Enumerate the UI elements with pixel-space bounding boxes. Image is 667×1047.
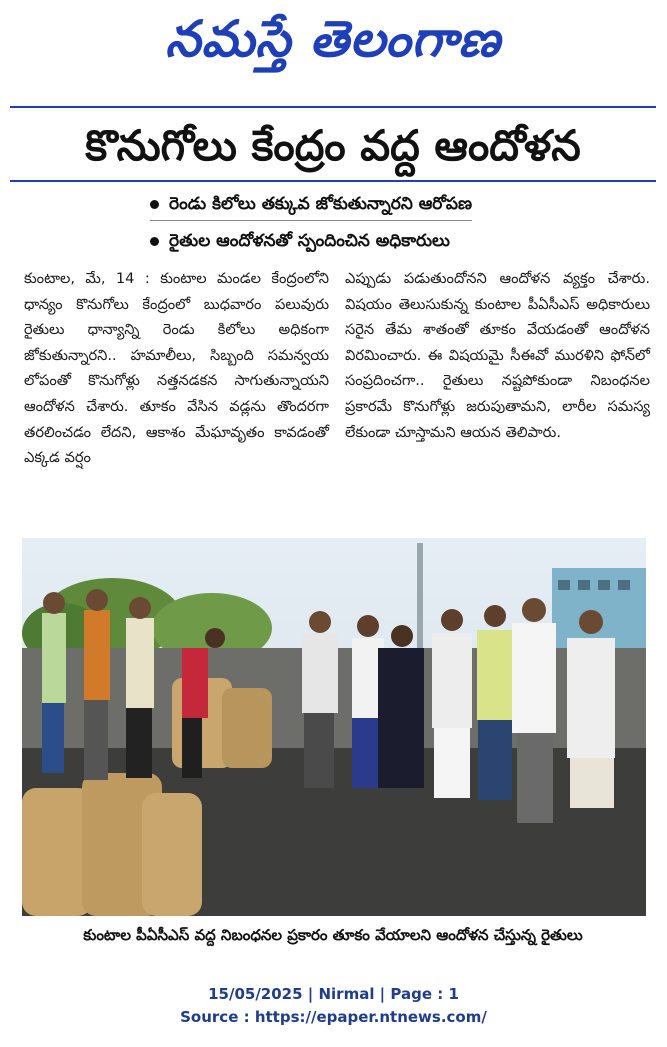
- subhead-text: రెండు కిలోలు తక్కువ జోకుతున్నారని ఆరోపణ: [169, 194, 473, 214]
- photo-farmers-protest: [22, 538, 646, 916]
- divider: [10, 106, 656, 108]
- news-clipping: [10, 8, 656, 956]
- bullet-icon: [150, 200, 159, 209]
- bullet-icon: [150, 237, 159, 246]
- subhead-2: [150, 229, 450, 253]
- body-column-right: ఎప్పుడు పడుతుందోనని ఆందోళన వ్యక్తం చేశారు. విషయం తెలుసుకున్న కుంటాల పీఏసీఎస్ అధికారులు సరైన తేమ శాతంతో తూకం వేయడంతో ఆందోళన విరమించారు. ఈ విషయమై సీఈవో మురళిని ఫోన్‌లో సంప్రదించగా.. రైతులు నష్టపోకుండా నిబంధనల ప్రకారమే కొనుగోళ్లు జరుపుతామని, లారీల సమస్య లేకుండా చూస్తామని ఆయన తెలిపారు.: [345, 270, 650, 441]
- masthead-logo: నమస్తే తెలంగాణ: [165, 10, 501, 68]
- body-column-left: కుంటాల, మే, 14 : కుంటాల మండల కేంద్రంలోని ధాన్యం కొనుగోలు కేంద్రంలో బుధవారం పలువురు రైతులు ధాన్యాన్ని రెండు కిలోలు అధికంగా జోకుతున్నారని.. హమాలీలు, సిబ్బంది సమన్వయ లోపంతో కొనుగోళ్లు నత్తనడకన సాగుతున్నాయని ఆందోళన చేశారు. తూకం వేసిన వడ్లను తొందరగా తరలించడం లేదని, ఆకాశం మేఘావృతం కావడంతో ఎక్కడ వర్షం: [24, 270, 329, 467]
- divider: [10, 180, 656, 182]
- subhead-1: [150, 192, 472, 216]
- subhead-text: రైతుల ఆందోళనతో స్పందించిన అధికారులు: [169, 231, 450, 251]
- news-photo: [22, 538, 646, 916]
- footer-date-edition: 15/05/2025 | Nirmal | Page : 1: [208, 985, 459, 1003]
- headline: కొనుగోలు కేంద్రం వద్ద ఆందోళన: [85, 121, 581, 170]
- footer-source: Source : https://epaper.ntnews.com/: [180, 1008, 487, 1026]
- photo-caption: కుంటాల పీఏసీఎస్ వద్ద నిబంధనల ప్రకారం తూకం వేయాలని ఆందోళన చేస్తున్న రైతులు: [83, 926, 583, 944]
- divider: [150, 220, 472, 221]
